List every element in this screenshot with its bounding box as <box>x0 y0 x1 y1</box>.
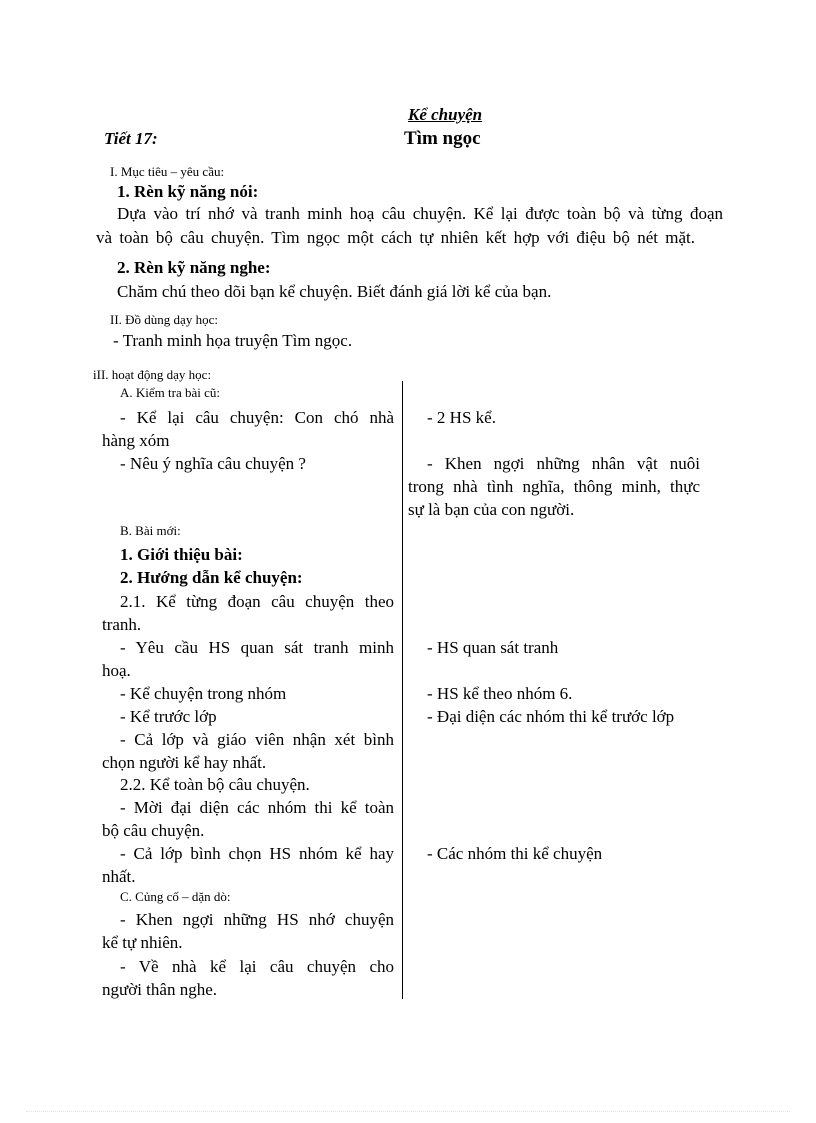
c1-line-2: kể tự nhiên. <box>102 933 183 952</box>
subject-heading: Kể chuyện <box>408 105 483 124</box>
b21-line-2: tranh. <box>102 615 142 634</box>
a1-teacher-line-2: hàng xóm <box>102 431 170 450</box>
a1-teacher-line-1: - Kể lại câu chuyện: Con chó nhà <box>120 408 394 427</box>
part-b-heading: B. Bài mới: <box>120 523 181 538</box>
b25-line-2: chọn người kể hay nhất. <box>102 753 267 772</box>
column-divider <box>402 381 403 999</box>
section-3-heading: iII. hoạt động dạy học: <box>93 367 212 382</box>
b28-student: - Các nhóm thi kể chuyện <box>427 844 603 863</box>
b22-line-1: - Yêu cầu HS quan sát tranh minh <box>120 638 394 657</box>
materials-item: - Tranh minh họa truyện Tìm ngọc. <box>113 331 353 350</box>
page-bottom-rule <box>26 1111 790 1112</box>
a2-student-line-2: trong nhà tình nghĩa, thông minh, thực <box>408 477 700 496</box>
b24-student: - Đại diện các nhóm thi kể trước lớp <box>427 707 675 726</box>
b23-student: - HS kể theo nhóm 6. <box>427 684 573 703</box>
b27-line-1: - Mời đại diện các nhóm thi kể toàn <box>120 798 394 817</box>
b22-student: - HS quan sát tranh <box>427 638 559 657</box>
skill-1-title: 1. Rèn kỹ năng nói: <box>117 182 259 201</box>
a2-teacher: - Nêu ý nghĩa câu chuyện ? <box>120 454 306 473</box>
b26-title: 2.2. Kể toàn bộ câu chuyện. <box>120 775 310 794</box>
a2-student-line-1: - Khen ngợi những nhân vật nuôi <box>427 454 700 473</box>
section-1-heading: I. Mục tiêu – yêu cầu: <box>110 164 225 179</box>
section-2-heading: II. Đồ dùng dạy học: <box>110 312 218 327</box>
b23-teacher: - Kể chuyện trong nhóm <box>120 684 287 703</box>
b2-title: 2. Hướng dẫn kể chuyện: <box>120 568 303 587</box>
a2-student-line-3: sự là bạn của con người. <box>408 500 575 519</box>
b22-line-2: hoạ. <box>102 661 131 680</box>
lesson-title: Tìm ngọc <box>404 128 481 149</box>
skill-2-title: 2. Rèn kỹ năng nghe: <box>117 258 271 277</box>
b28-line-2: nhất. <box>102 867 136 886</box>
b21-line-1: 2.1. Kể từng đoạn câu chuyện theo <box>120 592 394 611</box>
lesson-number: Tiết 17: <box>104 129 158 148</box>
b27-line-2: bộ câu chuyện. <box>102 821 205 840</box>
part-c-heading: C. Củng cố – dặn dò: <box>120 889 231 904</box>
c2-line-1: - Về nhà kể lại câu chuyện cho <box>120 957 394 976</box>
b25-line-1: - Cả lớp và giáo viên nhận xét bình <box>120 730 394 749</box>
skill-1-line-1: Dựa vào trí nhớ và tranh minh hoạ câu chuyện. Kể lại được toàn bộ và từng đoạn <box>117 204 723 223</box>
c2-line-2: người thân nghe. <box>102 980 217 999</box>
skill-1-line-2: và toàn bộ câu chuyện. Tìm ngọc một cách tự nhiên kết hợp với điệu bộ nét mặt. <box>96 228 695 247</box>
skill-2-line-1: Chăm chú theo dõi bạn kể chuyện. Biết đánh giá lời kể của bạn. <box>117 282 552 301</box>
c1-line-1: - Khen ngợi những HS nhớ chuyện <box>120 910 394 929</box>
a1-student: - 2 HS kể. <box>427 408 496 427</box>
b1-title: 1. Giới thiệu bài: <box>120 545 243 564</box>
part-a-heading: A. Kiểm tra bài cũ: <box>120 385 220 400</box>
b28-line-1: - Cả lớp bình chọn HS nhóm kể hay <box>120 844 394 863</box>
b24-teacher: - Kể trước lớp <box>120 707 217 726</box>
